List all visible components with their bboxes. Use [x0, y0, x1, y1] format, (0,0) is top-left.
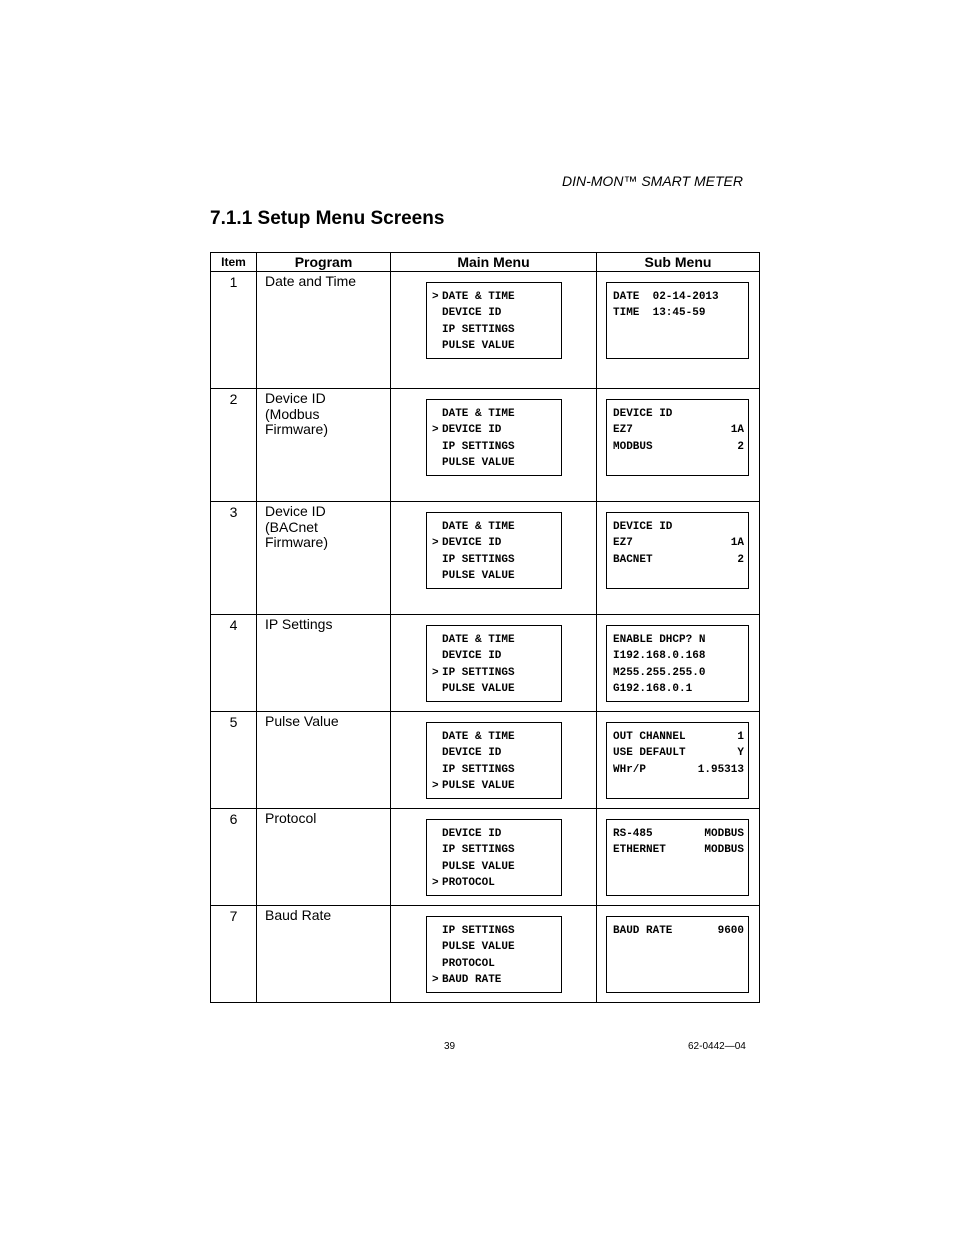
main-menu-display: [426, 399, 562, 476]
table-body: [211, 272, 760, 1003]
menu-option: DATE & TIME: [442, 521, 515, 533]
menu-option: DATE & TIME: [442, 731, 515, 743]
main-menu-display: [426, 916, 562, 993]
menu-option: PULSE VALUE: [442, 570, 515, 583]
main-menu-display: [426, 282, 562, 359]
menu-option: DEVICE ID: [442, 537, 502, 550]
menu-line: [427, 665, 561, 681]
item-number: 6: [211, 809, 257, 906]
header-item: Item: [211, 253, 257, 272]
display-line: [607, 519, 748, 535]
main-menu-display: [426, 722, 562, 799]
cursor-indicator: >: [432, 780, 439, 793]
sub-menu-display: [606, 282, 749, 359]
sub-menu-display: [606, 916, 749, 993]
menu-line: [427, 729, 561, 745]
display-line: [607, 305, 748, 321]
sub-menu-cell: [597, 272, 760, 389]
menu-line: [427, 322, 561, 338]
table-row: [211, 389, 760, 502]
page-number: 39: [444, 1041, 456, 1052]
display-label: BAUD RATE: [613, 925, 673, 937]
menu-option: DEVICE ID: [442, 650, 502, 663]
menu-line: [427, 632, 561, 648]
display-value: Y: [737, 747, 744, 760]
menu-option: DEVICE ID: [442, 424, 502, 437]
program-line: Device ID: [265, 390, 326, 406]
display-label: EZ7: [613, 537, 633, 550]
menu-line: [427, 681, 561, 697]
display-line: [607, 665, 748, 681]
menu-line: [427, 875, 561, 891]
menu-line: [427, 422, 561, 438]
cursor-indicator: >: [432, 666, 439, 679]
display-value: MODBUS: [704, 844, 744, 857]
menu-option: IP SETTINGS: [442, 763, 515, 776]
display-label: TIME 13:45-59: [613, 307, 706, 320]
item-number: 3: [211, 502, 257, 615]
menu-option: IP SETTINGS: [442, 925, 515, 937]
item-number: 1: [211, 272, 257, 389]
display-label: RS-485: [613, 828, 653, 840]
menu-option: PROTOCOL: [442, 877, 495, 890]
display-line: [607, 406, 748, 422]
menu-line: [427, 972, 561, 988]
menu-line: [427, 552, 561, 568]
menu-line: [427, 305, 561, 321]
program-line: Baud Rate: [265, 907, 332, 923]
sub-menu-cell: [597, 502, 760, 615]
cursor-indicator: >: [432, 424, 439, 437]
menu-line: [427, 406, 561, 422]
menu-option: DEVICE ID: [442, 307, 502, 320]
program-cell: [257, 615, 391, 712]
menu-option: IP SETTINGS: [442, 844, 515, 857]
program-line: Protocol: [265, 810, 317, 826]
main-menu-cell: [391, 389, 597, 502]
main-menu-display: [426, 819, 562, 896]
menu-line: [427, 535, 561, 551]
menu-option: PULSE VALUE: [442, 780, 515, 793]
display-line: [607, 745, 748, 761]
section-title: 7.1.1 Setup Menu Screens: [210, 208, 445, 229]
display-line: [607, 681, 748, 697]
program-cell: [257, 502, 391, 615]
display-label: OUT CHANNEL: [613, 731, 686, 743]
menu-line: [427, 519, 561, 535]
menu-line: [427, 338, 561, 354]
program-cell: [257, 906, 391, 1003]
display-label: MODBUS: [613, 440, 653, 453]
sub-menu-cell: [597, 712, 760, 809]
menu-line: [427, 956, 561, 972]
sub-menu-display: [606, 625, 749, 702]
sub-menu-cell: [597, 389, 760, 502]
table-row: [211, 502, 760, 615]
display-label: ENABLE DHCP? N: [613, 634, 706, 646]
program-line: Date and Time: [265, 273, 357, 289]
cursor-indicator: >: [432, 877, 439, 890]
menu-option: PULSE VALUE: [442, 941, 515, 954]
display-label: DEVICE ID: [613, 408, 673, 420]
cursor-indicator: >: [432, 291, 439, 303]
menu-option: DATE & TIME: [442, 408, 515, 420]
menu-option: PULSE VALUE: [442, 457, 515, 470]
display-value: 9600: [717, 925, 744, 937]
menu-option: DEVICE ID: [442, 828, 502, 840]
display-line: [607, 729, 748, 745]
display-label: M255.255.255.0: [613, 666, 706, 679]
menu-line: [427, 455, 561, 471]
menu-option: IP SETTINGS: [442, 666, 515, 679]
display-value: 1.95313: [697, 763, 744, 776]
sub-menu-cell: [597, 615, 760, 712]
menu-option: PULSE VALUE: [442, 860, 515, 873]
menu-line: [427, 745, 561, 761]
menu-option: IP SETTINGS: [442, 323, 515, 336]
sub-menu-display: [606, 819, 749, 896]
cursor-indicator: >: [432, 537, 439, 550]
display-label: EZ7: [613, 424, 633, 437]
menu-line: [427, 826, 561, 842]
menu-line: [427, 842, 561, 858]
display-label: BACNET: [613, 553, 653, 566]
header-sub-menu: Sub Menu: [597, 253, 760, 272]
program-line: Firmware): [265, 421, 328, 437]
item-number: 4: [211, 615, 257, 712]
display-value: 1A: [730, 537, 744, 550]
header-main-menu: Main Menu: [391, 253, 597, 272]
sub-menu-cell: [597, 906, 760, 1003]
menu-option: DATE & TIME: [442, 291, 515, 303]
sub-menu-display: [606, 399, 749, 476]
main-menu-display: [426, 512, 562, 589]
menu-option: PROTOCOL: [442, 957, 495, 970]
display-value: MODBUS: [704, 828, 744, 840]
display-label: ETHERNET: [613, 844, 666, 857]
display-line: [607, 439, 748, 455]
menu-line: [427, 762, 561, 778]
main-menu-cell: [391, 809, 597, 906]
display-line: [607, 552, 748, 568]
display-value: 1A: [730, 424, 744, 437]
menu-line: [427, 859, 561, 875]
program-line: Pulse Value: [265, 713, 339, 729]
display-label: USE DEFAULT: [613, 747, 686, 760]
main-menu-cell: [391, 712, 597, 809]
menu-line: [427, 648, 561, 664]
display-line: [607, 422, 748, 438]
program-line: (Modbus: [265, 405, 320, 422]
display-line: [607, 762, 748, 778]
program-line: IP Settings: [265, 616, 333, 632]
program-line: Firmware): [265, 534, 328, 550]
display-label: G192.168.0.1: [613, 683, 693, 696]
menu-line: [427, 923, 561, 939]
display-label: WHr/P: [613, 763, 647, 776]
menu-option: IP SETTINGS: [442, 553, 515, 566]
sub-menu-display: [606, 512, 749, 589]
item-number: 2: [211, 389, 257, 502]
table-row: [211, 906, 760, 1003]
display-line: [607, 648, 748, 664]
display-line: [607, 826, 748, 842]
main-menu-cell: [391, 906, 597, 1003]
table-row: [211, 272, 760, 389]
program-cell: [257, 272, 391, 389]
display-label: DATE 02-14-2013: [613, 291, 719, 303]
display-line: [607, 923, 748, 939]
display-label: DEVICE ID: [613, 521, 673, 533]
table-row: [211, 615, 760, 712]
menu-line: [427, 939, 561, 955]
menu-option: DATE & TIME: [442, 634, 515, 646]
display-label: I192.168.0.168: [613, 650, 706, 663]
sub-menu-cell: [597, 809, 760, 906]
program-line: Device ID: [265, 503, 326, 519]
setup-menu-table: [210, 252, 760, 1003]
menu-option: PULSE VALUE: [442, 340, 515, 353]
item-number: 5: [211, 712, 257, 809]
menu-line: [427, 778, 561, 794]
main-menu-cell: [391, 502, 597, 615]
cursor-indicator: >: [432, 974, 439, 987]
item-number: 7: [211, 906, 257, 1003]
display-line: [607, 632, 748, 648]
header-program: Program: [257, 253, 391, 272]
display-value: 2: [737, 553, 744, 566]
table-row: [211, 809, 760, 906]
menu-option: BAUD RATE: [442, 974, 502, 987]
table-header-row: [211, 253, 760, 272]
program-line: (BACnet: [265, 518, 318, 535]
program-cell: [257, 809, 391, 906]
table-row: [211, 712, 760, 809]
menu-option: DEVICE ID: [442, 747, 502, 760]
program-cell: [257, 712, 391, 809]
display-line: [607, 842, 748, 858]
menu-option: IP SETTINGS: [442, 440, 515, 453]
display-value: 2: [737, 440, 744, 453]
sub-menu-display: [606, 722, 749, 799]
menu-line: [427, 439, 561, 455]
main-menu-display: [426, 625, 562, 702]
menu-option: PULSE VALUE: [442, 683, 515, 696]
display-line: [607, 289, 748, 305]
main-menu-cell: [391, 615, 597, 712]
menu-line: [427, 289, 561, 305]
display-line: [607, 535, 748, 551]
program-cell: [257, 389, 391, 502]
document-number: 62-0442—04: [688, 1041, 746, 1052]
running-header: DIN-MON™ SMART METER: [562, 173, 743, 189]
menu-line: [427, 568, 561, 584]
display-value: 1: [737, 731, 744, 743]
main-menu-cell: [391, 272, 597, 389]
